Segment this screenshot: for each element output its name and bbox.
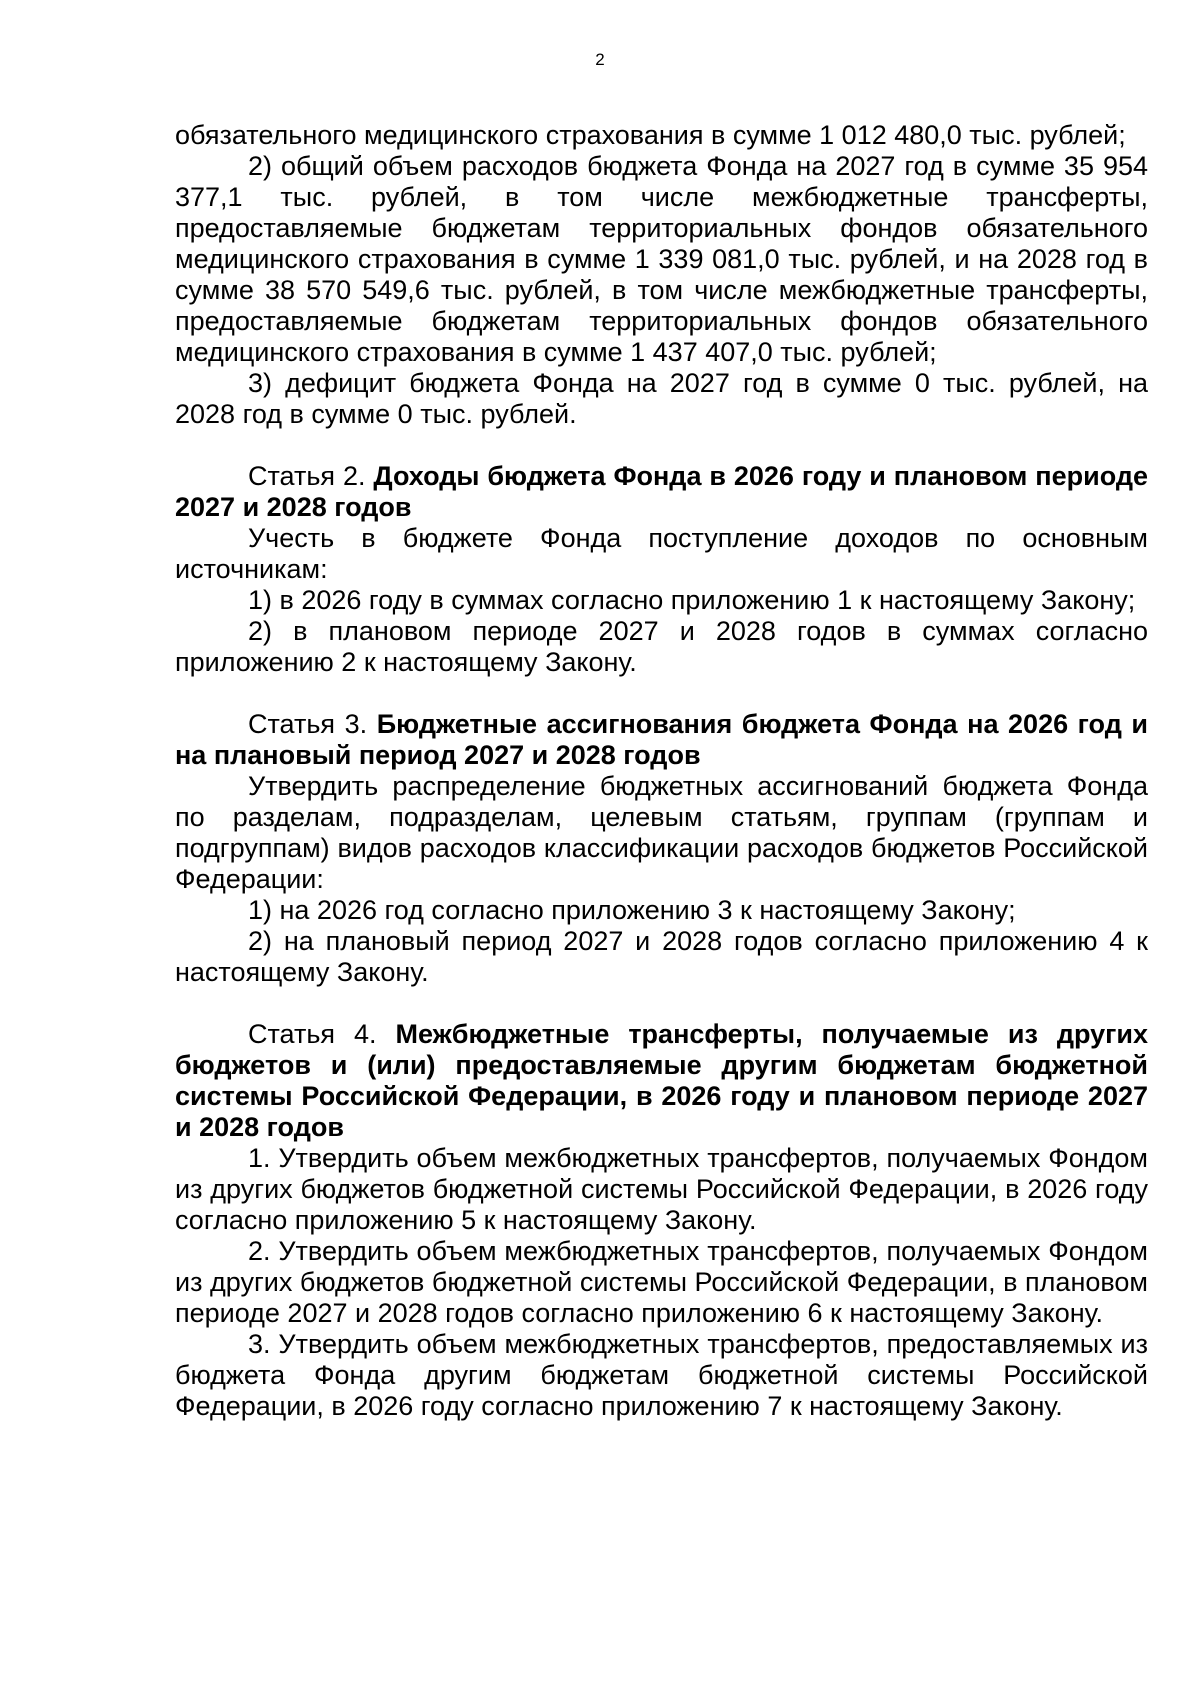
intro-paragraph-3: 3) дефицит бюджета Фонда на 2027 год в сумме 0 тыс. рублей, на 2028 год в сумме 0 тыс. рублей.	[175, 368, 1148, 429]
article-2-heading	[175, 461, 1148, 523]
article-4-paragraph: 2. Утвердить объем межбюджетных трансфертов, получаемых Фондом из других бюджетов бюджетной системы Российской Федерации, в плановом периоде 2027 и 2028 годов согласно приложению 6 к настоящему Закону.	[175, 1236, 1148, 1328]
article-3-label: Статья 3.	[248, 709, 377, 739]
article-2-title: Доходы бюджета Фонда в 2026 году и плановом периоде 2027 и 2028 годов	[175, 461, 1148, 522]
article-4-title: Межбюджетные трансферты, получаемые из других бюджетов и (или) предоставляемые другим бюджетам бюджетной системы Российской Федерации, в 2026 году и плановом периоде 2027 и 2028 годов	[175, 1019, 1149, 1142]
article-2-label: Статья 2.	[248, 461, 374, 491]
article-4-label: Статья 4.	[248, 1019, 396, 1049]
article-3-heading	[175, 709, 1148, 771]
intro-paragraph-2: 2) общий объем расходов бюджета Фонда на 2027 год в сумме 35 954 377,1 тыс. рублей, в том числе межбюджетные трансферты, предоставляемые бюджетам территориальных фондов обязательного медицинского страхования в сумме 1 339 081,0 тыс. рублей, и на 2028 год в сумме 38 570 549,6 тыс. рублей, в том числе межбюджетные трансферты, предоставляемые бюджетам территориальных фондов обязательного медицинского страхования в сумме 1 437 407,0 тыс. рублей;	[175, 151, 1148, 367]
article-3-paragraph: Утвердить распределение бюджетных ассигнований бюджета Фонда по разделам, подразделам, целевым статьям, группам (группам и подгруппам) видов расходов классификации расходов бюджетов Российской Федерации:	[175, 771, 1148, 894]
article-2-paragraph: Учесть в бюджете Фонда поступление доходов по основным источникам:	[175, 523, 1148, 584]
article-4-heading	[175, 1019, 1148, 1143]
section-spacer	[175, 678, 1148, 709]
section-spacer	[175, 988, 1148, 1019]
section-spacer	[175, 430, 1148, 461]
article-4-paragraph: 3. Утвердить объем межбюджетных трансфертов, предоставляемых из бюджета Фонда другим бюджетам бюджетной системы Российской Федерации, в 2026 году согласно приложению 7 к настоящему Закону.	[175, 1329, 1148, 1421]
page-number: 2	[595, 50, 605, 69]
article-3-paragraph: 1) на 2026 год согласно приложению 3 к настоящему Закону;	[248, 895, 1016, 925]
article-2-paragraph: 1) в 2026 году в суммах согласно приложению 1 к настоящему Закону;	[248, 585, 1136, 615]
article-4-paragraph: 1. Утвердить объем межбюджетных трансфертов, получаемых Фондом из других бюджетов бюджетной системы Российской Федерации, в 2026 году согласно приложению 5 к настоящему Закону.	[175, 1143, 1148, 1235]
article-3-title: Бюджетные ассигнования бюджета Фонда на 2026 год и на плановый период 2027 и 2028 годов	[175, 709, 1149, 770]
article-2-paragraph: 2) в плановом периоде 2027 и 2028 годов в суммах согласно приложению 2 к настоящему Закону.	[175, 616, 1148, 677]
intro-paragraph-continuation: обязательного медицинского страхования в сумме 1 012 480,0 тыс. рублей;	[175, 120, 1126, 150]
article-3-paragraph: 2) на плановый период 2027 и 2028 годов согласно приложению 4 к настоящему Закону.	[175, 926, 1148, 987]
document-body	[175, 120, 1148, 1422]
